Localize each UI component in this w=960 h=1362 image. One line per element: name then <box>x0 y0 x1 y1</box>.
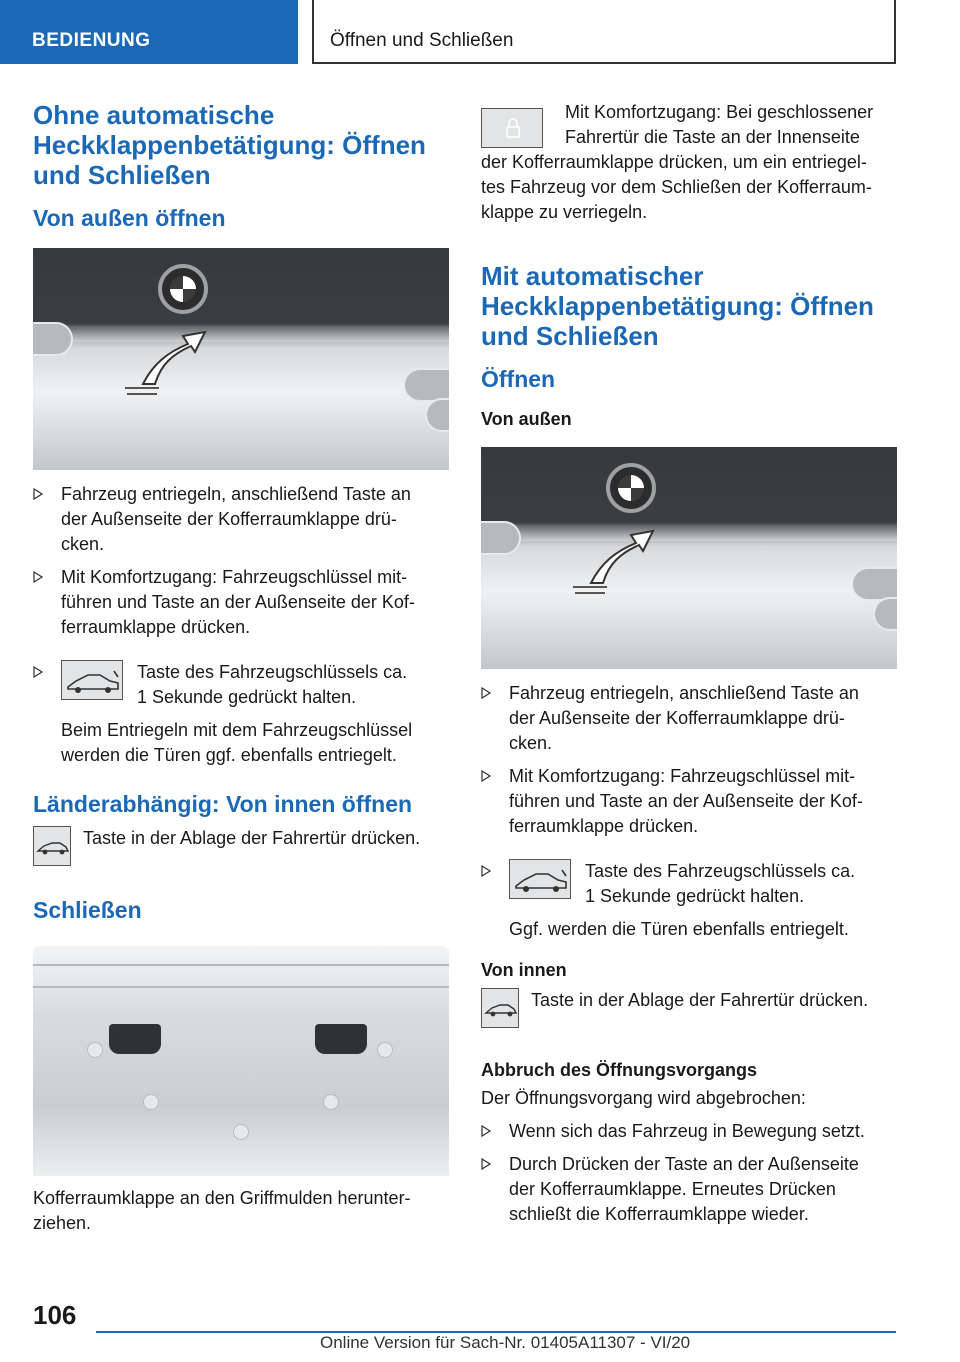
inside-instruction: Taste in der Ablage der Fahrertür drücken. <box>481 988 897 1028</box>
list-item: Wenn sich das Fahrzeug in Bewegung setzt. <box>481 1119 897 1144</box>
bullet-triangle-icon <box>481 770 491 782</box>
heading-close: Schließen <box>33 897 142 923</box>
close-instruction: Kofferraumklappe an den Griffmulden herunter- ziehen. <box>33 1188 411 1233</box>
trunk-button-photo <box>33 248 449 470</box>
list-item: Fahrzeug entriegeln, anschließend Taste an der Außenseite der Kofferraumklappe drü- cken. <box>33 482 449 557</box>
bullet-triangle-icon <box>33 571 43 583</box>
lock-instruction: Mit Komfortzugang: Bei geschlossener Fahrertür die Taste an der Innenseite der Kofferraumklappe drücken, um ein entriegel- tes Fahrzeug vor dem Schließen der Kofferraum- klappe zu verriegeln. <box>481 102 874 222</box>
bullet-triangle-icon <box>33 488 43 500</box>
heading-open-inside: Länderabhängig: Von innen öffnen <box>33 791 413 817</box>
trunk-button-photo-auto <box>481 447 897 669</box>
lock-button-icon <box>481 108 543 148</box>
car-key-tailgate-button-icon <box>509 859 571 899</box>
car-key-tailgate-button-icon <box>61 660 123 700</box>
list-item: Mit Komfortzugang: Fahrzeugschlüssel mit- führen und Taste an der Außenseite der Kof- ferraumklappe drücken. <box>481 764 897 839</box>
grip-recess-left <box>109 1024 161 1054</box>
heading-open-outside: Von außen öffnen <box>33 205 226 231</box>
door-tailgate-button-icon <box>481 988 519 1028</box>
header-section-tab <box>0 0 298 64</box>
list-item: Taste des Fahrzeugschlüssels ca. 1 Sekunde gedrückt halten. Ggf. werden die Türen ebenfalls entriegelt. <box>481 859 897 942</box>
heading-from-inside: Von innen <box>481 960 567 980</box>
grip-recess-right <box>315 1024 367 1054</box>
trunk-lid-inside-photo <box>33 946 449 1176</box>
list-item: Taste des Fahrzeugschlüssels ca. 1 Sekunde gedrückt halten. Beim Entriegeln mit dem Fahrzeugschlüssel werden die Türen ggf. ebenfalls entriegelt. <box>33 660 449 768</box>
key-note: Ggf. werden die Türen ebenfalls entriegelt. <box>509 919 849 939</box>
heading-with-auto-tailgate: Mit automatischer Heckklappenbetätigung: Öffnen und Schließen <box>481 261 874 351</box>
heading-without-auto-tailgate: Ohne automatische Heckklappenbetätigung: Öffnen und Schließen <box>33 100 426 190</box>
key-note: Beim Entriegeln mit dem Fahrzeugschlüssel werden die Türen ggf. ebenfalls entriegelt. <box>61 720 413 765</box>
bullet-triangle-icon <box>33 666 43 678</box>
header-chapter-label: Öffnen und Schließen <box>330 30 514 51</box>
right-column <box>481 100 897 1227</box>
push-arrow-icon <box>113 324 233 404</box>
footer-version-text: Online Version für Sach-Nr. 01405A11307 - VI/20 <box>320 1333 691 1352</box>
header-chapter-box <box>312 0 896 64</box>
page-number: 106 <box>33 1300 77 1330</box>
inside-instruction: Taste in der Ablage der Fahrertür drücken. <box>33 826 449 866</box>
bmw-logo-icon <box>158 264 208 314</box>
push-arrow-icon <box>561 523 681 603</box>
list-item: Fahrzeug entriegeln, anschließend Taste an der Außenseite der Kofferraumklappe drü- cken. <box>481 681 897 756</box>
heading-open: Öffnen <box>481 366 556 392</box>
bullet-triangle-icon <box>481 687 491 699</box>
left-column <box>33 100 449 1236</box>
list-item: Durch Drücken der Taste an der Außenseite der Kofferraumklappe. Erneutes Drücken schließt die Kofferraumklappe wieder. <box>481 1152 897 1227</box>
heading-from-outside: Von außen <box>481 409 572 429</box>
header-section-label: BEDIENUNG <box>32 30 151 51</box>
bullet-triangle-icon <box>481 865 491 877</box>
bullet-triangle-icon <box>481 1158 491 1170</box>
abort-intro: Der Öffnungsvorgang wird abgebrochen: <box>481 1088 806 1108</box>
door-tailgate-button-icon <box>33 826 71 866</box>
list-item: Mit Komfortzugang: Fahrzeugschlüssel mit- führen und Taste an der Außenseite der Kof- ferraumklappe drücken. <box>33 565 449 640</box>
bullet-triangle-icon <box>481 1125 491 1137</box>
bmw-logo-icon <box>606 463 656 513</box>
heading-abort: Abbruch des Öffnungsvorgangs <box>481 1060 758 1080</box>
